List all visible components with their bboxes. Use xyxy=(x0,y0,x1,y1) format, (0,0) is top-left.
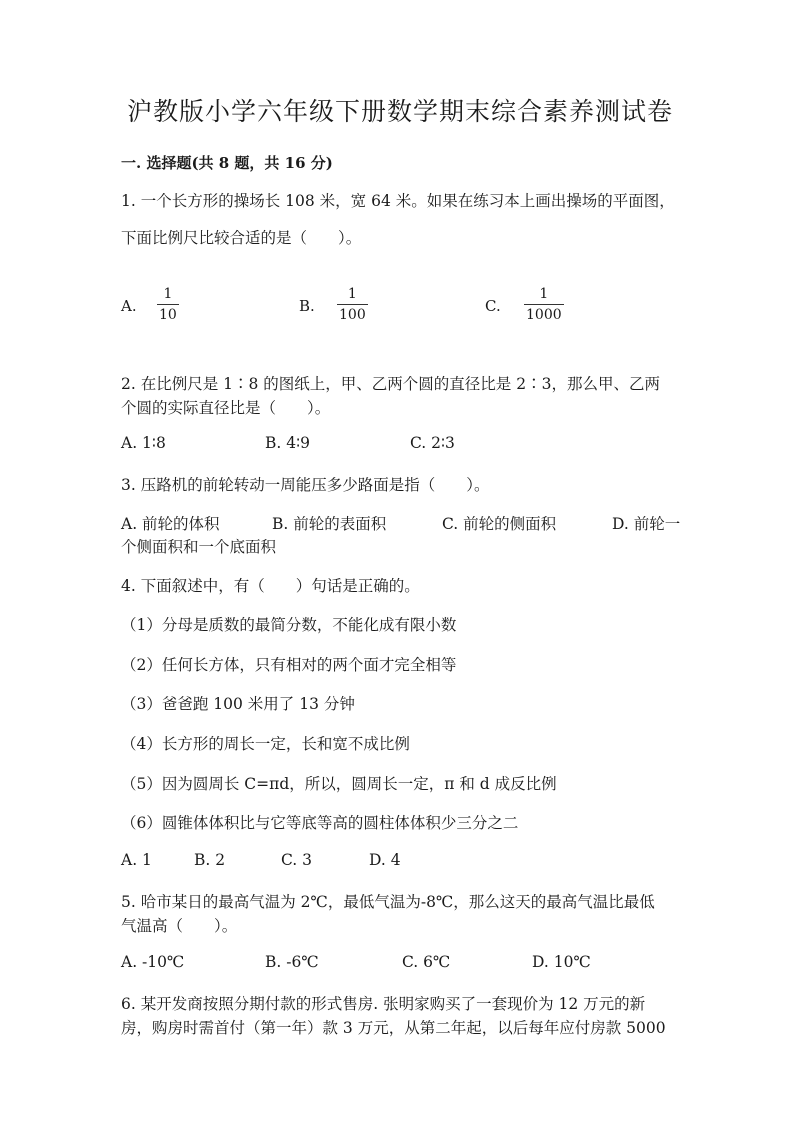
question-6-line-1: 6. 某开发商按照分期付款的形式售房. 张明家购买了一套现价为 12 万元的新 xyxy=(121,995,646,1013)
q3-option-a: A. 前轮的体积 xyxy=(121,515,220,533)
q1-option-c-label: C. xyxy=(485,297,501,315)
q2-option-c: C. 2∶3 xyxy=(410,434,455,452)
q4-statement-6: （6）圆锥体体积比与它等底等高的圆柱体体积少三分之二 xyxy=(121,814,519,832)
q1-option-b-fraction xyxy=(337,286,368,323)
q4-statement-3: （3）爸爸跑 100 米用了 13 分钟 xyxy=(121,695,355,713)
q1-option-a-label: A. xyxy=(121,297,137,315)
q1-option-a-fraction xyxy=(157,286,179,323)
question-3-line-1: 3. 压路机的前轮转动一周能压多少路面是指（ ）。 xyxy=(121,476,490,494)
q2-option-b: B. 4∶9 xyxy=(265,434,311,452)
fraction-numerator: 1 xyxy=(163,286,173,302)
q3-option-d-continuation: 个侧面积和一个底面积 xyxy=(121,538,277,556)
q3-option-c: C. 前轮的侧面积 xyxy=(442,515,557,533)
fraction-denominator: 10 xyxy=(157,304,179,323)
q4-statement-4: （4）长方形的周长一定，长和宽不成比例 xyxy=(121,735,410,753)
q4-option-c: C. 3 xyxy=(281,851,313,869)
question-6-line-2: 房，购房时需首付（第一年）款 3 万元，从第二年起，以后每年应付房款 5000 xyxy=(121,1019,666,1037)
q5-option-b: B. -6℃ xyxy=(265,953,319,971)
question-5-line-1: 5. 哈市某日的最高气温为 2℃，最低气温为-8℃，那么这天的最高气温比最低 xyxy=(121,893,655,911)
q4-option-d: D. 4 xyxy=(369,851,401,869)
fraction-numerator: 1 xyxy=(347,286,357,302)
fraction-denominator: 1000 xyxy=(524,304,564,323)
q4-option-b: B. 2 xyxy=(194,851,226,869)
q2-option-a: A. 1∶8 xyxy=(121,434,166,452)
q4-statement-5: （5）因为圆周长 C=πd，所以，圆周长一定，π 和 d 成反比例 xyxy=(121,775,557,793)
q1-option-c-fraction xyxy=(524,286,564,323)
question-1-line-2: 下面比例尺比较合适的是（ ）。 xyxy=(121,229,362,247)
page-title: 沪教版小学六年级下册数学期末综合素养测试卷 xyxy=(126,97,673,126)
question-5-line-2: 气温高（ ）。 xyxy=(121,917,238,935)
q1-option-b-label: B. xyxy=(299,297,315,315)
q4-statement-2: （2）任何长方体，只有相对的两个面才完全相等 xyxy=(121,656,457,674)
q3-option-d: D. 前轮一 xyxy=(612,515,681,533)
fraction-numerator: 1 xyxy=(539,286,549,302)
q4-statement-1: （1）分母是质数的最简分数，不能化成有限小数 xyxy=(121,616,457,634)
question-4-line-1: 4. 下面叙述中，有（ ）句话是正确的。 xyxy=(121,577,420,595)
q5-option-d: D. 10℃ xyxy=(532,953,591,971)
q3-option-b: B. 前轮的表面积 xyxy=(272,515,387,533)
q5-option-a: A. -10℃ xyxy=(121,953,185,971)
section-heading: 一. 选择题(共 8 题，共 16 分) xyxy=(121,154,333,172)
q5-option-c: C. 6℃ xyxy=(402,953,451,971)
q4-option-a: A. 1 xyxy=(121,851,152,869)
fraction-denominator: 100 xyxy=(337,304,368,323)
question-1-line-1: 1. 一个长方形的操场长 108 米，宽 64 米。如果在练习本上画出操场的平面图， xyxy=(121,192,675,210)
question-2-line-1: 2. 在比例尺是 1∶8 的图纸上，甲、乙两个圆的直径比是 2∶3，那么甲、乙两 xyxy=(121,375,660,393)
question-2-line-2: 个圆的实际直径比是（ ）。 xyxy=(121,399,331,417)
